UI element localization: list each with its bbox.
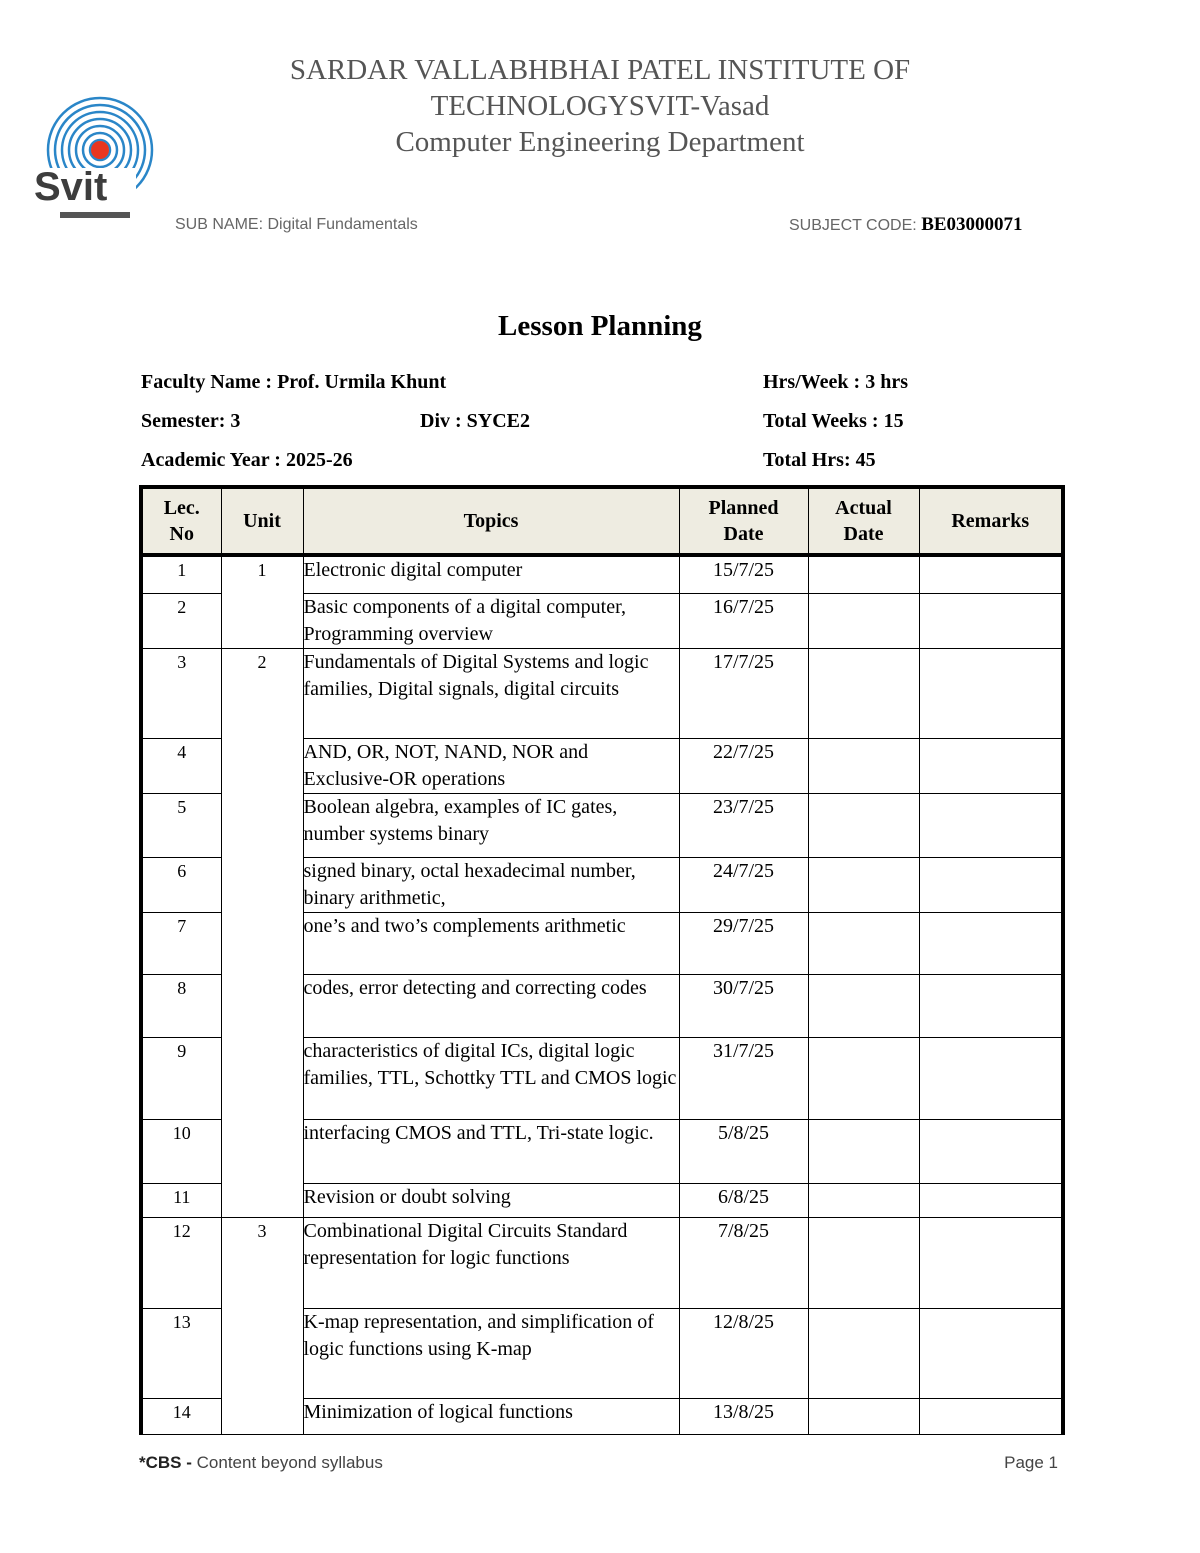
table-row (141, 648, 1063, 738)
actual-date (808, 1183, 919, 1217)
table-row (141, 1217, 1063, 1308)
cbs-abbreviation: *CBS - (139, 1453, 192, 1472)
actual-date (808, 1308, 919, 1398)
lecture-number: 3 (141, 648, 221, 738)
remarks (919, 974, 1063, 1037)
planned-date: 24/7/25 (679, 857, 808, 912)
actual-date (808, 974, 919, 1037)
lecture-number: 4 (141, 738, 221, 793)
lecture-number: 14 (141, 1398, 221, 1434)
planned-date: 15/7/25 (679, 555, 808, 593)
lecture-number: 6 (141, 857, 221, 912)
actual-date (808, 857, 919, 912)
planned-date: 6/8/25 (679, 1183, 808, 1217)
planned-date: 12/8/25 (679, 1308, 808, 1398)
unit-cell: 3 (221, 1217, 303, 1434)
subject-code-label: SUBJECT CODE: (789, 217, 917, 234)
planned-date: 31/7/25 (679, 1037, 808, 1119)
table-row (141, 555, 1063, 593)
remarks (919, 1308, 1063, 1398)
topic-cell: Electronic digital computer (303, 555, 679, 593)
header-unit: Unit (221, 487, 303, 555)
actual-date (808, 912, 919, 974)
remarks (919, 1037, 1063, 1119)
lesson-plan-table (139, 485, 1065, 1435)
lecture-number: 13 (141, 1308, 221, 1398)
faculty-name: Faculty Name : Prof. Urmila Khunt (141, 371, 447, 393)
remarks (919, 1398, 1063, 1434)
actual-date (808, 793, 919, 857)
institute-header (0, 52, 1200, 160)
planned-date: 7/8/25 (679, 1217, 808, 1308)
remarks (919, 1217, 1063, 1308)
subject-name-label: SUB NAME: (175, 216, 264, 233)
lecture-number: 10 (141, 1119, 221, 1183)
planned-date: 22/7/25 (679, 738, 808, 793)
lecture-number: 2 (141, 593, 221, 648)
topic-cell: AND, OR, NOT, NAND, NOR and Exclusive-OR operations (303, 738, 679, 793)
lecture-number: 7 (141, 912, 221, 974)
table-header-row (141, 487, 1063, 555)
topic-cell: Basic components of a digital computer, Programming overview (303, 593, 679, 648)
unit-cell: 1 (221, 555, 303, 648)
topic-cell: Revision or doubt solving (303, 1183, 679, 1217)
header-remarks: Remarks (919, 487, 1063, 555)
planned-date: 29/7/25 (679, 912, 808, 974)
page-number: Page 1 (1004, 1453, 1058, 1472)
total-weeks: Total Weeks : 15 (763, 410, 904, 432)
department-name: Computer Engineering Department (395, 126, 805, 158)
header-lec-no: Lec. No (141, 487, 221, 555)
subject-name-value: Digital Fundamentals (267, 216, 418, 233)
lecture-number: 5 (141, 793, 221, 857)
subject-name (175, 216, 418, 234)
actual-date (808, 1217, 919, 1308)
remarks (919, 1119, 1063, 1183)
topic-cell: Minimization of logical functions (303, 1398, 679, 1434)
lecture-number: 9 (141, 1037, 221, 1119)
lecture-number: 8 (141, 974, 221, 1037)
remarks (919, 793, 1063, 857)
lecture-number: 1 (141, 555, 221, 593)
actual-date (808, 648, 919, 738)
topic-cell: signed binary, octal hexadecimal number, binary arithmetic, (303, 857, 679, 912)
actual-date (808, 1119, 919, 1183)
header-actual-date: Actual Date (808, 487, 919, 555)
page-title: Lesson Planning (498, 310, 702, 342)
remarks (919, 738, 1063, 793)
planned-date: 30/7/25 (679, 974, 808, 1037)
logo-wordmark: Svit (34, 165, 108, 209)
topic-cell: K-map representation, and simplification of logic functions using K-map (303, 1308, 679, 1398)
lecture-number: 12 (141, 1217, 221, 1308)
topic-cell: one’s and two’s complements arithmetic (303, 912, 679, 974)
remarks (919, 857, 1063, 912)
subject-code-value: BE03000071 (921, 214, 1023, 235)
topic-cell: codes, error detecting and correcting codes (303, 974, 679, 1037)
academic-year: Academic Year : 2025-26 (141, 449, 353, 471)
actual-date (808, 555, 919, 593)
actual-date (808, 738, 919, 793)
actual-date (808, 1398, 919, 1434)
footer-note (139, 1453, 383, 1473)
header-planned-date: Planned Date (679, 487, 808, 555)
topic-cell: interfacing CMOS and TTL, Tri-state logic. (303, 1119, 679, 1183)
institute-name-line2: TECHNOLOGYSVIT-Vasad (430, 90, 770, 122)
subject-code (789, 214, 1023, 236)
cbs-description: Content beyond syllabus (196, 1453, 383, 1472)
remarks (919, 912, 1063, 974)
topic-cell: characteristics of digital ICs, digital logic families, TTL, Schottky TTL and CMOS logic (303, 1037, 679, 1119)
planned-date: 17/7/25 (679, 648, 808, 738)
planned-date: 16/7/25 (679, 593, 808, 648)
remarks (919, 1183, 1063, 1217)
semester: Semester: 3 (141, 410, 241, 432)
lecture-number: 11 (141, 1183, 221, 1217)
topic-cell: Combinational Digital Circuits Standard representation for logic functions (303, 1217, 679, 1308)
planned-date: 13/8/25 (679, 1398, 808, 1434)
unit-cell: 2 (221, 648, 303, 1217)
planned-date: 23/7/25 (679, 793, 808, 857)
actual-date (808, 593, 919, 648)
hrs-per-week: Hrs/Week : 3 hrs (763, 371, 908, 393)
remarks (919, 593, 1063, 648)
planned-date: 5/8/25 (679, 1119, 808, 1183)
topic-cell: Fundamentals of Digital Systems and logic families, Digital signals, digital circuits (303, 648, 679, 738)
actual-date (808, 1037, 919, 1119)
institute-name-line1: SARDAR VALLABHBHAI PATEL INSTITUTE OF (289, 54, 911, 86)
total-hours: Total Hrs: 45 (763, 449, 876, 471)
remarks (919, 555, 1063, 593)
header-topics: Topics (303, 487, 679, 555)
remarks (919, 648, 1063, 738)
division: Div : SYCE2 (420, 410, 531, 432)
topic-cell: Boolean algebra, examples of IC gates, number systems binary (303, 793, 679, 857)
